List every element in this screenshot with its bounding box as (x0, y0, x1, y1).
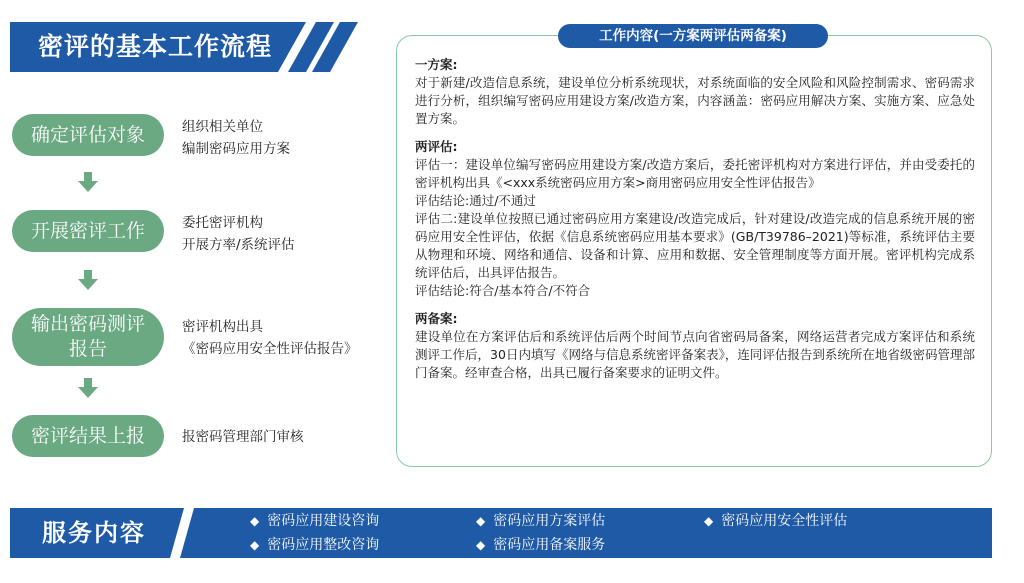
diamond-icon: ◆ (476, 514, 486, 528)
plan-text: 对于新建/改造信息系统，建设单位分析系统现状，对系统面临的安全风险和风险控制需求、密码需求进行分析，组织编写密码应用建设方案/改造方案，内容涵盖：密码应用解决方案、实施方案、应急处置方案。 (415, 75, 975, 126)
services-title: 服务内容 (42, 519, 146, 547)
title-banner (10, 22, 362, 72)
step-desc-line: 密评机构出具 (182, 319, 263, 335)
arrow-down-icon (78, 172, 98, 192)
service-item-5: ◆ 密码应用备案服务 (476, 537, 606, 553)
eval-2-text: 评估二:建设单位按照已通过密码应用方案建设/改造完成后，针对建设/改造完成的信息系统开展的密码应用安全性评估，依据《信息系统密码应用基本要求》(GB/T39786–2021)等标准，系统评估主要从物理和环境、网络和通信、设备和计算、应用和数据、安全管理制度等方面开展。密评机构完成系统评估后，出具评估报告。 (415, 211, 975, 280)
step-pill-4: 密评结果上报 (12, 415, 164, 457)
services-banner (10, 508, 992, 558)
service-item-3: ◆ 密码应用安全性评估 (704, 513, 848, 529)
content-inner (415, 56, 975, 382)
service-item-1: ◆ 密码应用建设咨询 (250, 513, 380, 529)
diamond-icon: ◆ (476, 538, 486, 552)
eval-1-result: 评估结论:通过/不通过 (415, 193, 536, 208)
step-desc-line: 委托密评机构 (182, 215, 263, 231)
step-pill-3: 输出密码测评报告 (12, 308, 164, 366)
diamond-icon: ◆ (250, 514, 260, 528)
plan-title: 一方案: (415, 57, 458, 72)
record-title: 两备案: (415, 311, 458, 326)
content-header: 工作内容(一方案两评估两备案) (558, 24, 828, 48)
step-desc-4 (182, 426, 304, 448)
record-text: 建设单位在方案评估后和系统评估后两个时间节点向省密码局备案，网络运营者完成方案评估和系统测评工作后，30日内填写《网络与信息系统密评备案表》，连同评估报告到系统所在地省级密码管理部门备案。经审查合格，出具已履行备案要求的证明文件。 (415, 329, 975, 380)
step-desc-line: 《密码应用安全性评估报告》 (182, 341, 358, 357)
eval-1-text: 评估一：建设单位编写密码应用建设方案/改造方案后，委托密评机构对方案进行评估，并由受委托的密评机构出具《<xxx系统密码应用方案>商用密码应用安全性评估报告》 (415, 157, 975, 190)
step-pill-1: 确定评估对象 (12, 114, 164, 156)
step-desc-line: 开展方率/系统评估 (182, 237, 295, 253)
step-desc-line: 组织相关单位 (182, 119, 263, 135)
step-desc-line: 编制密码应用方案 (182, 141, 290, 157)
step-desc-3 (182, 316, 358, 360)
step-desc-1 (182, 116, 290, 160)
eval-title: 两评估: (415, 139, 458, 154)
arrow-down-icon (78, 270, 98, 290)
eval-2-result: 评估结论:符合/基本符合/不符合 (415, 283, 591, 298)
diamond-icon: ◆ (704, 514, 714, 528)
step-desc-2 (182, 212, 295, 256)
service-item-2: ◆ 密码应用方案评估 (476, 513, 606, 529)
page-title: 密评的基本工作流程 (38, 32, 273, 61)
diamond-icon: ◆ (250, 538, 260, 552)
step-desc-line: 报密码管理部门审核 (182, 429, 304, 445)
step-pill-2: 开展密评工作 (12, 210, 164, 252)
service-item-4: ◆ 密码应用整改咨询 (250, 537, 380, 553)
arrow-down-icon (78, 378, 98, 398)
